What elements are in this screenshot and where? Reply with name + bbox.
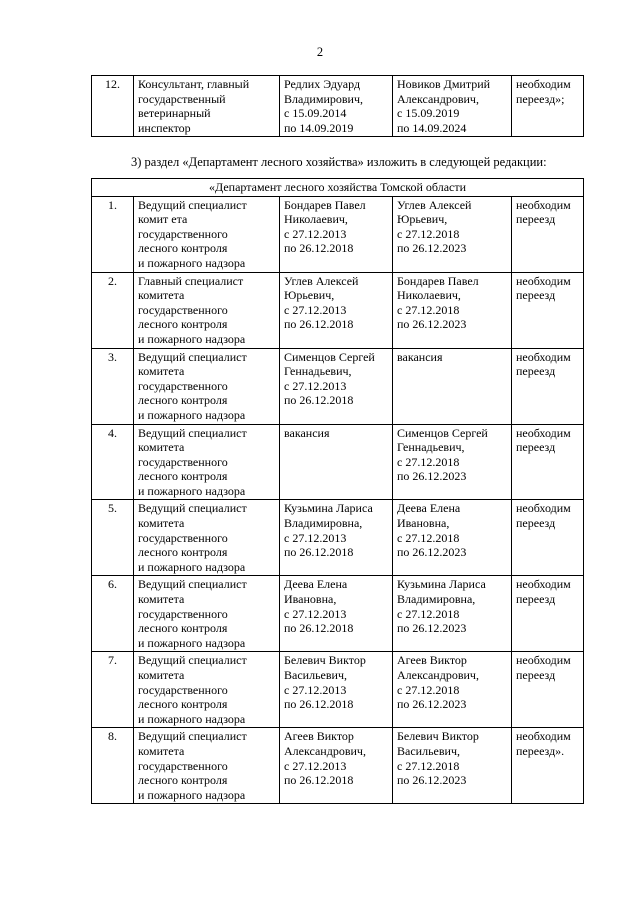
- new-holder-cell: Кузьмина Лариса Владимировна, с 27.12.2018 по 26.12.2023: [393, 576, 512, 652]
- table-row: [92, 728, 584, 804]
- department-title: «Департамент лесного хозяйства Томской области: [92, 179, 584, 197]
- note-cell: необходим переезд: [512, 424, 584, 500]
- row-number: 6.: [92, 576, 134, 652]
- row-number: 2.: [92, 272, 134, 348]
- department-header-row: [92, 179, 584, 197]
- note-cell: необходим переезд»;: [512, 76, 584, 137]
- note-cell: необходим переезд: [512, 652, 584, 728]
- table-row: [92, 424, 584, 500]
- current-holder-cell: вакансия: [280, 424, 393, 500]
- row-number: 5.: [92, 500, 134, 576]
- new-holder-cell: Новиков Дмитрий Александрович, с 15.09.2019 по 14.09.2024: [393, 76, 512, 137]
- note-cell: необходим переезд: [512, 348, 584, 424]
- position-cell: Ведущий специалист комитета государственного лесного контроля и пожарного надзора: [134, 348, 280, 424]
- current-holder-cell: Сименцов Сергей Геннадьевич, с 27.12.2013 по 26.12.2018: [280, 348, 393, 424]
- current-holder-cell: Бондарев Павел Николаевич, с 27.12.2013 по 26.12.2018: [280, 196, 393, 272]
- row-number: 1.: [92, 196, 134, 272]
- new-holder-cell: Агеев Виктор Александрович, с 27.12.2018 по 26.12.2023: [393, 652, 512, 728]
- new-holder-cell: Бондарев Павел Николаевич, с 27.12.2018 по 26.12.2023: [393, 272, 512, 348]
- current-holder-cell: Деева Елена Ивановна, с 27.12.2013 по 26.12.2018: [280, 576, 393, 652]
- table-row: [92, 652, 584, 728]
- note-cell: необходим переезд: [512, 272, 584, 348]
- table-row: [92, 196, 584, 272]
- new-holder-cell: Деева Елена Ивановна, с 27.12.2018 по 26.12.2023: [393, 500, 512, 576]
- new-holder-cell: Углев Алексей Юрьевич, с 27.12.2018 по 26.12.2023: [393, 196, 512, 272]
- instruction-paragraph: 3) раздел «Департамент лесного хозяйства» изложить в следующей редакции:: [131, 155, 547, 169]
- new-holder-cell: Сименцов Сергей Геннадьевич, с 27.12.2018 по 26.12.2023: [393, 424, 512, 500]
- previous-section-table: [91, 75, 584, 137]
- table-row: [92, 348, 584, 424]
- current-holder-cell: Углев Алексей Юрьевич, с 27.12.2013 по 26.12.2018: [280, 272, 393, 348]
- page-number: 2: [316, 45, 324, 59]
- position-cell: Консультант, главный государственный ветеринарный инспектор: [134, 76, 280, 137]
- new-holder-cell: вакансия: [393, 348, 512, 424]
- table-row: [92, 76, 584, 137]
- current-holder-cell: Белевич Виктор Васильевич, с 27.12.2013 по 26.12.2018: [280, 652, 393, 728]
- note-cell: необходим переезд: [512, 196, 584, 272]
- forestry-department-table: [91, 178, 584, 804]
- position-cell: Главный специалист комитета государственного лесного контроля и пожарного надзора: [134, 272, 280, 348]
- current-holder-cell: Редлих Эдуард Владимирович, с 15.09.2014 по 14.09.2019: [280, 76, 393, 137]
- position-cell: Ведущий специалист комитета государственного лесного контроля и пожарного надзора: [134, 728, 280, 804]
- row-number: 7.: [92, 652, 134, 728]
- row-number: 12.: [92, 76, 134, 137]
- table-row: [92, 272, 584, 348]
- current-holder-cell: Кузьмина Лариса Владимировна, с 27.12.2013 по 26.12.2018: [280, 500, 393, 576]
- note-cell: необходим переезд: [512, 500, 584, 576]
- row-number: 4.: [92, 424, 134, 500]
- table-row: [92, 576, 584, 652]
- position-cell: Ведущий специалист комитета государственного лесного контроля и пожарного надзора: [134, 500, 280, 576]
- position-cell: Ведущий специалист комит ета государственного лесного контроля и пожарного надзора: [134, 196, 280, 272]
- position-cell: Ведущий специалист комитета государственного лесного контроля и пожарного надзора: [134, 576, 280, 652]
- current-holder-cell: Агеев Виктор Александрович, с 27.12.2013 по 26.12.2018: [280, 728, 393, 804]
- position-cell: Ведущий специалист комитета государственного лесного контроля и пожарного надзора: [134, 652, 280, 728]
- position-cell: Ведущий специалист комитета государственного лесного контроля и пожарного надзора: [134, 424, 280, 500]
- note-cell: необходим переезд».: [512, 728, 584, 804]
- new-holder-cell: Белевич Виктор Васильевич, с 27.12.2018 по 26.12.2023: [393, 728, 512, 804]
- row-number: 8.: [92, 728, 134, 804]
- row-number: 3.: [92, 348, 134, 424]
- note-cell: необходим переезд: [512, 576, 584, 652]
- table-row: [92, 500, 584, 576]
